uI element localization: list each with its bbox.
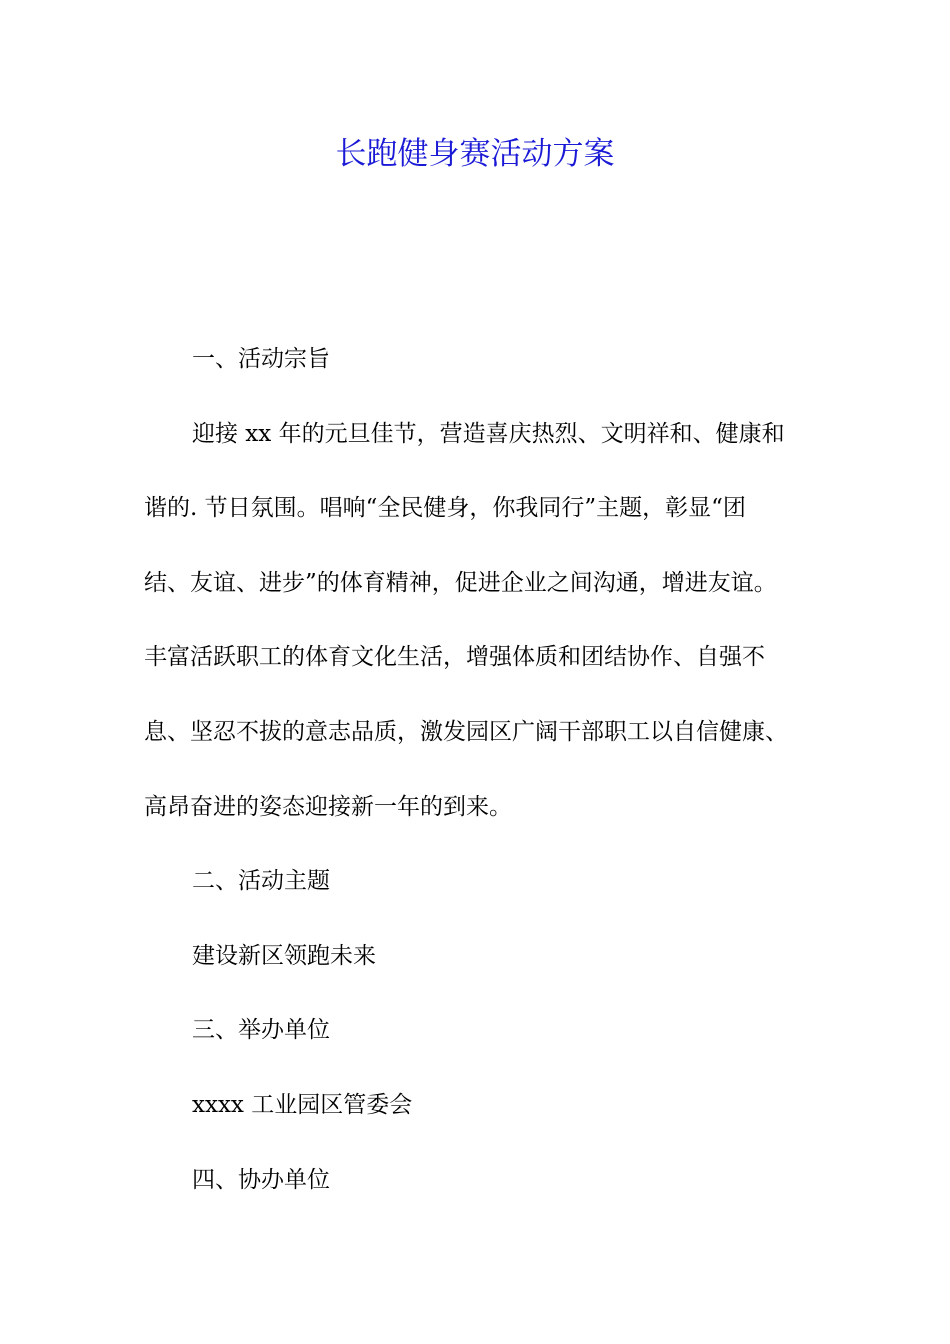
organizer-text: xxxx 工业园区管委会	[192, 1091, 413, 1118]
paragraph-line: 高昂奋进的姿态迎接新一年的到来。	[144, 793, 512, 820]
paragraph-line: 结、友谊、进步”的体育精神，促进企业之间沟通，增进友谊。	[144, 569, 777, 596]
section-heading-organizer: 三、举办单位	[192, 1017, 330, 1044]
paragraph-line: 息、坚忍不拔的意志品质，激发园区广阔干部职工以自信健康、	[144, 718, 788, 745]
paragraph-line: 丰富活跃职工的体育文化生活，增强体质和团结协作、自强不	[144, 644, 765, 671]
section-heading-theme: 二、活动主题	[192, 868, 330, 895]
theme-text: 建设新区领跑未来	[192, 942, 376, 969]
document-body	[144, 334, 834, 1229]
paragraph-line: 谐的. 节日氛围。唱响“全民健身，你我同行”主题，彰显“团	[144, 495, 746, 522]
section-heading-purpose: 一、活动宗旨	[192, 346, 330, 372]
document-title: 长跑健身赛活动方案	[335, 136, 615, 172]
section-heading-co-organizer: 四、协办单位	[192, 1166, 330, 1193]
paragraph-line: 迎接 xx 年的元旦佳节，营造喜庆热烈、文明祥和、健康和	[192, 420, 785, 447]
